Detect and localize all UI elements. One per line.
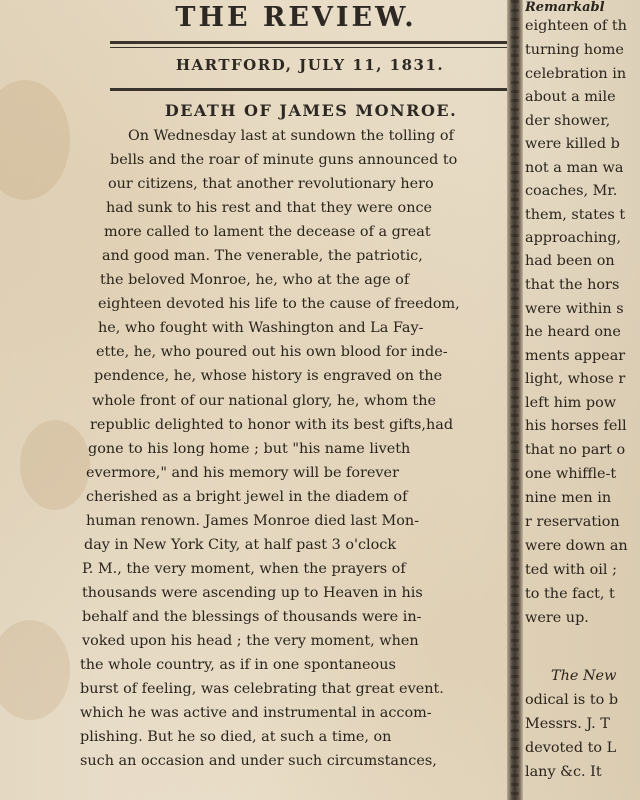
adjacent-line: ted with oil ;	[525, 562, 617, 578]
article-headline: DEATH OF JAMES MONROE.	[164, 101, 458, 120]
adjacent-line: his horses fell	[525, 418, 627, 434]
article-line: P. M., the very moment, when the prayers of	[82, 560, 406, 577]
adjacent-line: were within s	[525, 301, 624, 317]
article-body	[80, 124, 512, 773]
adjacent-line: nine men in	[525, 490, 612, 506]
article-line: which he was active and instrumental in accom-	[80, 705, 432, 722]
dateline-rule	[110, 88, 512, 91]
paper-stain	[0, 80, 70, 200]
adjacent-line: one whiffle-t	[525, 466, 617, 482]
article-line: such an occasion and under such circumstances,	[80, 753, 437, 770]
article-line: bells and the roar of minute guns announced to	[110, 152, 458, 169]
article-line: burst of feeling, was celebrating that great event.	[80, 681, 444, 698]
adjacent-line: der shower,	[525, 113, 611, 129]
adjacent-line: not a man wa	[525, 160, 624, 176]
article-line: our citizens, that another revolutionary hero	[108, 176, 434, 193]
adjacent-line: them, states t	[525, 207, 626, 223]
adjacent-line: that no part o	[525, 442, 626, 458]
column-fold-texture	[511, 0, 519, 800]
article-line: republic delighted to honor with its best gifts,had	[90, 416, 454, 433]
article-line: more called to lament the decease of a great	[104, 224, 431, 241]
article-line: and good man. The venerable, the patriotic,	[102, 248, 423, 265]
adjacent-line: The New	[551, 668, 617, 684]
masthead-rule-thin	[110, 47, 512, 48]
adjacent-line: about a mile	[525, 89, 616, 105]
article-line: the whole country, as if in one spontaneous	[80, 657, 396, 674]
article-line: On Wednesday last at sundown the tolling of	[128, 128, 454, 144]
adjacent-line: celebration in	[525, 66, 627, 82]
article-line: evermore," and his memory will be forever	[86, 464, 399, 481]
article-line: had sunk to his rest and that they were once	[106, 200, 433, 217]
adjacent-line: devoted to L	[525, 740, 617, 756]
article-line: plishing. But he so died, at such a time, on	[80, 729, 392, 746]
adjacent-line: Remarkabl	[525, 0, 605, 15]
article-line: ette, he, who poured out his own blood for inde-	[96, 344, 448, 361]
adjacent-line: coaches, Mr.	[525, 183, 618, 199]
adjacent-line: light, whose r	[525, 371, 626, 387]
adjacent-line: ments appear	[525, 348, 626, 364]
article-line: behalf and the blessings of thousands were in-	[82, 608, 422, 625]
adjacent-line: eighteen of th	[525, 18, 627, 34]
article-column	[80, 0, 512, 800]
adjacent-line: r reservation	[525, 514, 620, 530]
adjacent-line: that the hors	[525, 277, 620, 293]
adjacent-line: left him pow	[525, 395, 617, 411]
paper-stain	[0, 620, 70, 720]
article-line: day in New York City, at half past 3 o'clock	[84, 536, 397, 553]
article-line: thousands were ascending up to Heaven in his	[82, 584, 423, 601]
article-line: he, who fought with Washington and La Fay-	[98, 320, 424, 337]
dateline: HARTFORD, JULY 11, 1831.	[175, 56, 445, 74]
adjacent-line: odical is to b	[525, 692, 619, 708]
adjacent-line: to the fact, t	[525, 586, 615, 602]
adjacent-line: were killed b	[525, 136, 620, 152]
article-line: eighteen devoted his life to the cause of freedom,	[98, 296, 460, 313]
masthead-rule	[110, 41, 512, 44]
adjacent-line: approaching,	[525, 230, 622, 246]
article-line: cherished as a bright jewel in the diadem of	[86, 488, 408, 505]
adjacent-line: turning home	[525, 42, 624, 58]
adjacent-line: were down an	[525, 538, 628, 554]
adjacent-line: he heard one	[525, 324, 621, 340]
article-line: pendence, he, whose history is engraved on the	[94, 368, 443, 385]
article-line: human renown. James Monroe died last Mon-	[86, 512, 420, 529]
adjacent-line: were up.	[525, 610, 589, 626]
adjacent-line: Messrs. J. T	[525, 716, 610, 732]
article-line: whole front of our national glory, he, whom the	[92, 392, 437, 409]
adjacent-line: had been on	[525, 253, 615, 269]
adjacent-column	[525, 0, 640, 800]
article-line: gone to his long home ; but "his name liveth	[88, 440, 411, 457]
masthead: THE REVIEW.	[175, 2, 417, 33]
article-line: voked upon his head ; the very moment, when	[82, 632, 419, 649]
adjacent-line: lany &c. It	[525, 764, 602, 780]
article-line: the beloved Monroe, he, who at the age of	[100, 272, 410, 289]
